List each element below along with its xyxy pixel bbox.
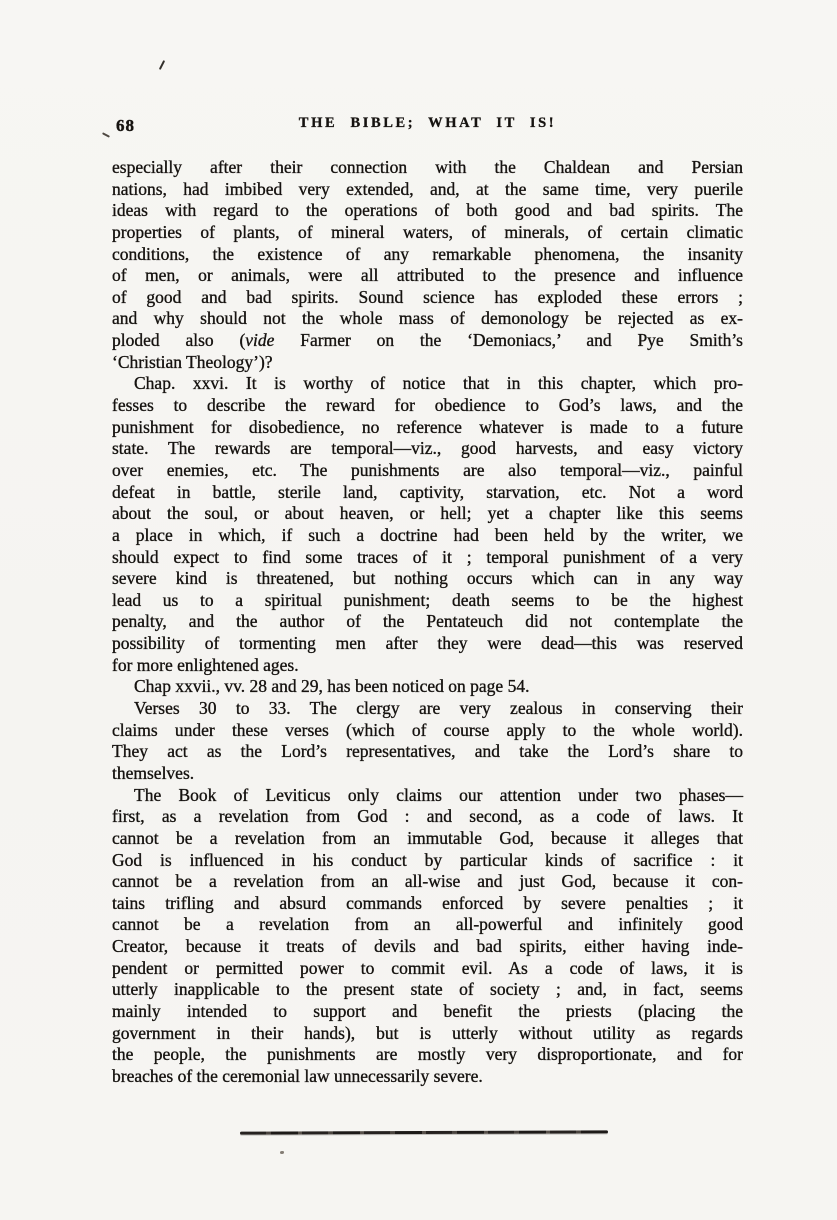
text-line: ideas with regard to the operations of both good and bad spirits. The [112, 200, 743, 221]
text-line: God is influenced in his conduct by particular kinds of sacrifice : it [112, 849, 743, 870]
text-line: conditions, the existence of any remarkable phenomena, the insanity [112, 243, 743, 264]
text-line: possibility of tormenting men after they were dead—this was reserved [112, 633, 743, 654]
text-line: nations, had imbibed very extended, and, at the same time, very puerile [112, 178, 743, 199]
text-line: tains trifling and absurd commands enforced by severe penalties ; it [112, 892, 743, 913]
paragraph [112, 157, 743, 373]
text-line: They act as the Lord’s representatives, and take the Lord’s share to [112, 741, 743, 762]
text-line: cannot be a revelation from an immutable God, because it alleges that [112, 827, 743, 848]
text-line: Chap. xxvi. It is worthy of notice that in this chapter, which pro- [134, 373, 743, 394]
text-line: the people, the punishments are mostly very disproportionate, and for [112, 1044, 743, 1065]
text-line: ploded also (vide Farmer on the ‘Demoniacs,’ and Pye Smith’s [112, 330, 743, 351]
paragraph [112, 676, 743, 698]
text-line: mainly intended to support and benefit the priests (placing the [112, 1000, 743, 1021]
text-line: Verses 30 to 33. The clergy are very zealous in conserving their [134, 698, 743, 719]
text-line: defeat in battle, sterile land, captivity, starvation, etc. Not a word [112, 481, 743, 502]
text-line: first, as a revelation from God : and second, as a code of laws. It [112, 806, 743, 827]
text-line: lead us to a spiritual punishment; death seems to be the highest [112, 589, 743, 610]
text-line: a place in which, if such a doctrine had been held by the writer, we [112, 524, 743, 545]
text-line: state. The rewards are temporal—viz., good harvests, and easy victory [112, 438, 743, 459]
paragraph [112, 373, 743, 676]
scan-artifact-speck [280, 1151, 284, 1154]
text-line: over enemies, etc. The punishments are also temporal—viz., painful [112, 459, 743, 480]
running-head [112, 115, 743, 137]
paragraph [112, 698, 743, 785]
scan-artifact-slash [159, 60, 165, 70]
text-line: The Book of Leviticus only claims our attention under two phases— [134, 784, 743, 805]
text-line: utterly inapplicable to the present state of society ; and, in fact, seems [112, 979, 743, 1000]
text-line: especially after their connection with the Chaldean and Persian [112, 157, 743, 177]
text-line: properties of plants, of mineral waters, of minerals, of certain climatic [112, 221, 743, 242]
text-line: and why should not the whole mass of demonology be rejected as ex- [112, 308, 743, 329]
text-line: of men, or animals, were all attributed to the presence and influence [112, 265, 743, 286]
text-line: penalty, and the author of the Pentateuch did not contemplate the [112, 611, 743, 632]
text-line: claims under these verses (which of course apply to the whole world). [112, 719, 743, 740]
page-paragraphs [112, 157, 743, 1088]
page-number: 68 [116, 116, 135, 135]
text-line: Creator, because it treats of devils and bad spirits, either having inde- [112, 936, 743, 957]
text-line: breaches of the ceremonial law unnecessarily severe. [112, 1065, 483, 1086]
text-line: fesses to describe the reward for obedience to God’s laws, and the [112, 395, 743, 416]
text-line: pendent or permitted power to commit evil. As a code of laws, it is [112, 957, 743, 978]
text-line: punishment for disobedience, no reference whatever is made to a future [112, 416, 743, 437]
text-line: cannot be a revelation from an all-wise and just God, because it con- [112, 871, 743, 892]
text-line: government in their hands), but is utterly without utility as regards [112, 1022, 743, 1043]
text-line: severe kind is threatened, but nothing occurs which can in any way [112, 568, 743, 589]
footer-rule [240, 1130, 608, 1134]
text-line: themselves. [112, 762, 195, 783]
text-line: for more enlightened ages. [112, 654, 299, 675]
running-title: THE BIBLE; WHAT IT IS! [298, 115, 557, 131]
text-line: of good and bad spirits. Sound science has exploded these errors ; [112, 286, 743, 307]
text-line: ‘Christian Theology’)? [112, 351, 273, 372]
text-line: should expect to find some traces of it ; temporal punishment of a very [112, 546, 743, 567]
text-line: Chap xxvii., vv. 28 and 29, has been noticed on page 54. [134, 676, 530, 697]
scan-artifact-tick [102, 132, 110, 138]
text-line: about the soul, or about heaven, or hell; yet a chapter like this seems [112, 503, 743, 524]
paragraph [112, 785, 743, 1088]
text-line: cannot be a revelation from an all-powerful and infinitely good [112, 914, 743, 935]
